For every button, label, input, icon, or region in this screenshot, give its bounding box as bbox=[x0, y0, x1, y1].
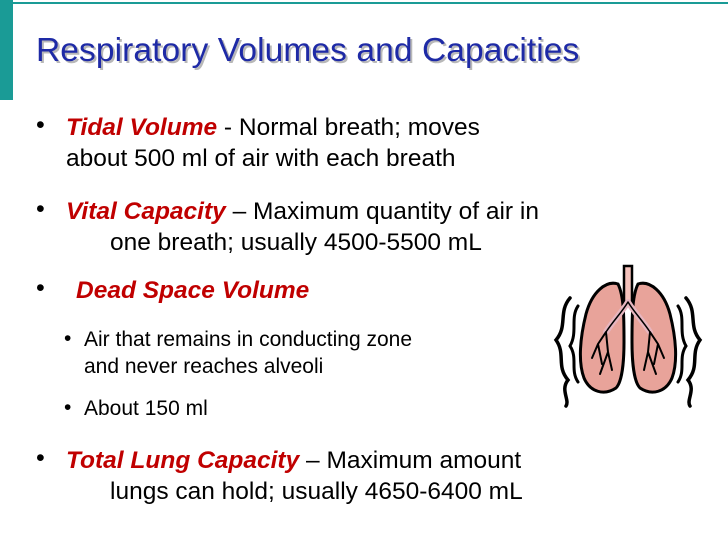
total-lung-capacity-sep: – bbox=[299, 447, 327, 474]
slide-title: Respiratory Volumes and Capacities bbox=[36, 32, 580, 69]
sub-bullet: • bbox=[64, 396, 72, 419]
dead-space-sub1-line1: Air that remains in conducting zone bbox=[84, 328, 413, 351]
dead-space-volume-heading bbox=[76, 279, 309, 304]
vital-capacity-desc: Maximum quantity of air in bbox=[253, 198, 539, 225]
dead-space-volume-term: Dead Space Volume bbox=[76, 277, 310, 304]
vital-capacity-line1 bbox=[66, 200, 539, 225]
bullet: • bbox=[36, 195, 45, 223]
bullet: • bbox=[36, 444, 45, 472]
vital-capacity-sep: – bbox=[225, 198, 254, 225]
accent-side-bar bbox=[0, 0, 13, 100]
sub-bullet: • bbox=[64, 327, 72, 350]
tidal-volume-desc: Normal breath; moves bbox=[238, 114, 480, 141]
lungs-icon bbox=[548, 262, 708, 412]
vital-capacity-line2: one breath; usually 4500-5500 mL bbox=[110, 229, 482, 256]
total-lung-capacity-line1 bbox=[66, 449, 521, 474]
bullet: • bbox=[36, 274, 45, 302]
tidal-volume-term: Tidal Volume bbox=[66, 114, 218, 141]
total-lung-capacity-line2: lungs can hold; usually 4650-6400 mL bbox=[110, 478, 523, 505]
tidal-volume-line1 bbox=[66, 116, 480, 141]
total-lung-capacity-term: Total Lung Capacity bbox=[66, 447, 300, 474]
tidal-volume-line2: about 500 ml of air with each breath bbox=[66, 145, 456, 172]
tidal-volume-sep: - bbox=[217, 114, 239, 141]
bullet: • bbox=[36, 111, 45, 139]
dead-space-sub1-line2: and never reaches alveoli bbox=[84, 355, 324, 378]
dead-space-sub2-line1: About 150 ml bbox=[84, 397, 208, 420]
total-lung-capacity-desc: Maximum amount bbox=[326, 447, 522, 474]
accent-top-line bbox=[13, 2, 728, 4]
vital-capacity-term: Vital Capacity bbox=[66, 198, 226, 225]
